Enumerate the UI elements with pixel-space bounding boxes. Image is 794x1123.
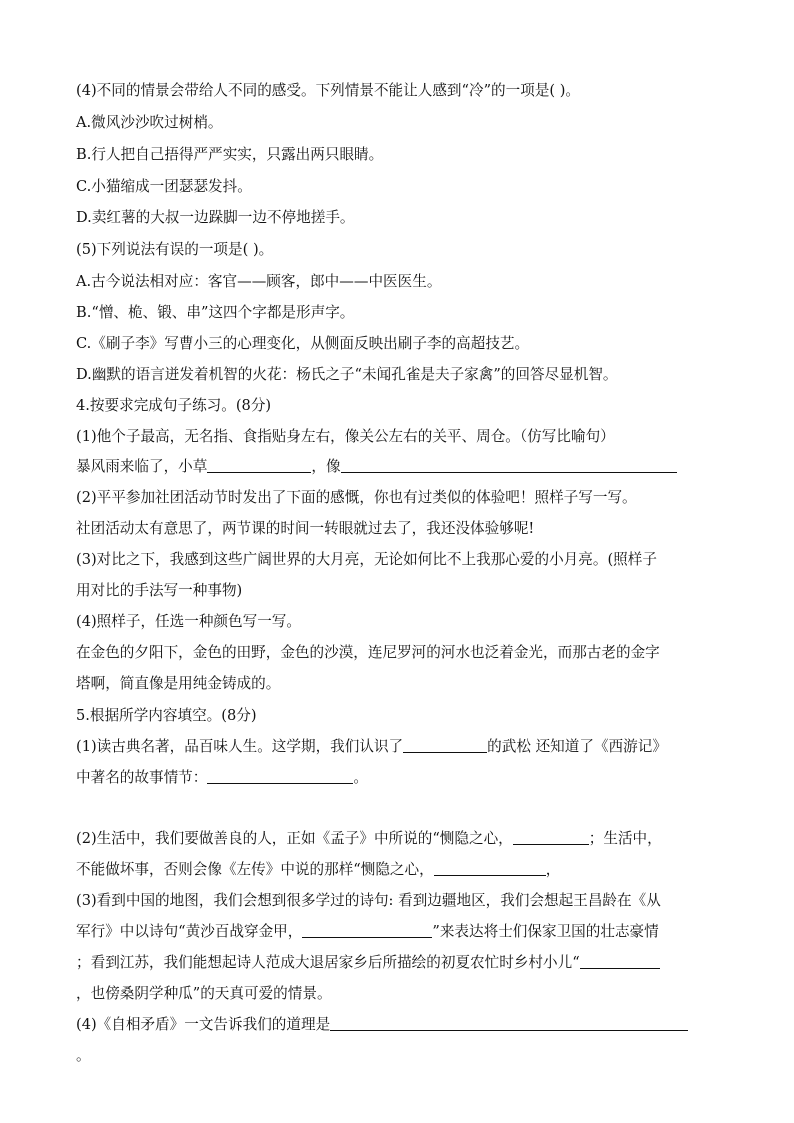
s4-item-2-example: 社团活动太有意思了，两节课的时间一转眼就过去了，我还没体验够呢! — [76, 520, 535, 537]
answer-blank[interactable] — [330, 1015, 688, 1031]
s4-item-1-fill: 暴风雨来临了，小草 ，像 — [76, 456, 736, 478]
s5-item-1: (1)读古典名著，品百味人生。这学期，我们认识了 的武松 还知道了《西游记》 — [76, 738, 667, 755]
q5-option-a: A.古今说法相对应：客官——顾客，郎中——中医医生。 — [76, 273, 442, 290]
answer-blank[interactable] — [207, 768, 353, 784]
q4-option-d: D.卖红薯的大叔一边跺脚一边不停地搓手。 — [76, 209, 355, 226]
s4-item-3-cont: 用对比的手法写一种事物) — [76, 582, 243, 599]
section-5-heading: 5.根据所学内容填空。(8分) — [76, 707, 257, 724]
q5-stem: (5)下列说法有误的一项是( )。 — [76, 241, 274, 258]
q4-option-a: A.微风沙沙吹过树梢。 — [76, 114, 223, 131]
s5-item-3: (3)看到中国的地图，我们会想到很多学过的诗句: 看到边疆地区，我们会想起王昌龄在《从 — [76, 892, 661, 909]
s4-item-4-example: 在金色的夕阳下，金色的田野，金色的沙漠，连尼罗河的河水也泛着金光，而那古老的金字 — [76, 644, 660, 661]
s5-item-1-cont: 中著名的故事情节： 。 — [76, 769, 368, 786]
q5-option-d: D.幽默的语言迸发着机智的火花：杨氏之子“未闻孔雀是夫子家禽”的回答尽显机智。 — [76, 366, 618, 383]
s5-item-4: (4)《自相矛盾》一文告诉我们的道理是 — [76, 1014, 736, 1036]
q4-stem: (4)不同的情景会带给人不同的感受。下列情景不能让人感到“冷”的一项是( )。 — [76, 82, 581, 99]
answer-blank[interactable] — [403, 737, 487, 753]
s5-item-3-cont3: ，也傍桑阴学种瓜”的天真可爱的情景。 — [76, 985, 332, 1002]
q4-option-b: B.行人把自己捂得严严实实，只露出两只眼睛。 — [76, 146, 384, 163]
s5-item-3-cont: 军行》中以诗句“黄沙百战穿金甲， ”来表达将士们保家卫国的壮志豪情 — [76, 923, 659, 940]
s4-item-2: (2)平平参加社团活动节时发出了下面的感慨，你也有过类似的体验吧！照样子写一写。 — [76, 489, 637, 506]
s4-item-1: (1)他个子最高，无名指、食指贴身左右，像关公左右的关平、周仓。（仿写比喻句） — [76, 428, 615, 445]
s5-item-2-cont: 不能做坏事，否则会像《左传》中说的那样“恻隐之心， ， — [76, 861, 561, 878]
answer-blank[interactable] — [434, 860, 546, 876]
s4-item-3: (3)对比之下，我感到这些广阔世界的大月亮，无论如何比不上我那心爱的小月亮。(照样子 — [76, 551, 657, 568]
s5-item-3-cont2: ；看到江苏，我们能想起诗人范成大退居家乡后所描绘的初夏农忙时乡村小儿“ — [76, 952, 736, 974]
section-4-heading: 4.按要求完成句子练习。(8分) — [76, 397, 272, 414]
s5-item-4-end: 。 — [76, 1047, 91, 1064]
answer-blank[interactable] — [302, 922, 432, 938]
q4-option-c: C.小猫缩成一团瑟瑟发抖。 — [76, 178, 252, 195]
s5-item-2: (2)生活中，我们要做善良的人，正如《孟子》中所说的“恻隐之心， ；生活中， — [76, 830, 662, 847]
answer-blank[interactable] — [207, 457, 311, 473]
s4-item-4-example-cont: 塔啊，简直像是用纯金铸成的。 — [76, 675, 281, 692]
q5-option-b: B.“憎、桅、锻、串”这四个字都是形声字。 — [76, 304, 355, 321]
answer-blank[interactable] — [341, 457, 677, 473]
answer-blank[interactable] — [580, 953, 660, 969]
s4-item-4: (4)照样子，任选一种颜色写一写。 — [76, 613, 301, 630]
answer-blank[interactable] — [513, 829, 589, 845]
q5-option-c: C.《刷子李》写曹小三的心理变化，从侧面反映出刷子李的高超技艺。 — [76, 335, 530, 352]
